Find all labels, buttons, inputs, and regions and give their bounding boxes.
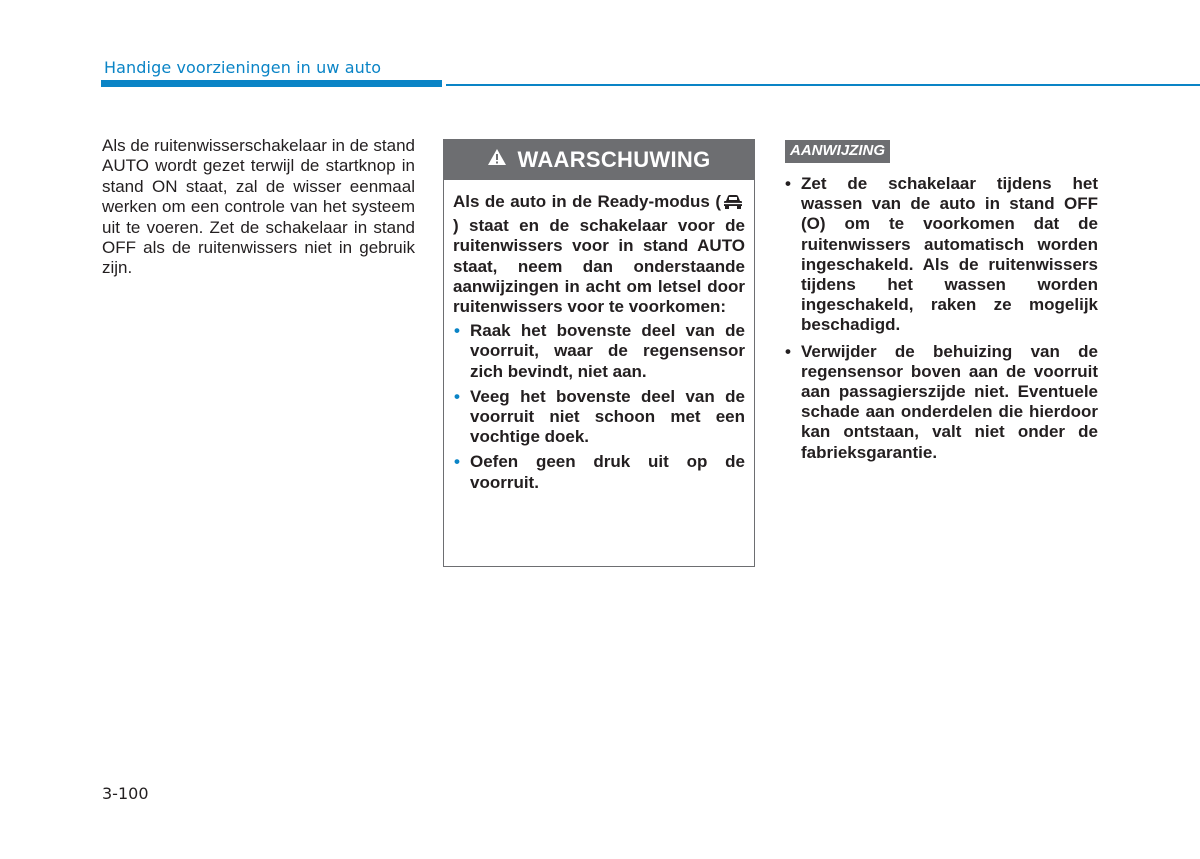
warning-box bbox=[443, 139, 755, 567]
header-rule bbox=[446, 84, 1200, 86]
header-accent-bar bbox=[101, 80, 442, 87]
bullet-icon: • bbox=[454, 386, 460, 406]
page-number: 3-100 bbox=[102, 784, 149, 803]
warning-intro bbox=[453, 192, 745, 317]
warning-body bbox=[444, 180, 754, 493]
list-item: • Veeg het bovenste deel van de voorruit niet schoon met een vochtige doek. bbox=[454, 386, 745, 447]
list-item: • Zet de schakelaar tijdens het wassen van de auto in stand OFF (O) om te voorkomen dat de ruitenwissers automatisch worden ingeschakeld. Als de ruitenwissers tijdens het wassen worden ingeschakeld, raken ze mogelijk beschadigd. bbox=[785, 174, 1098, 335]
warning-triangle-icon bbox=[487, 146, 507, 172]
list-item: • Verwijder de behuizing van de regensensor boven aan de voorruit aan passagierszijde niet. Eventuele schade aan onderdelen die hierdoor kan ontstaan, valt niet onder de fabrieksgarantie. bbox=[785, 341, 1098, 462]
warning-intro-part1: Als de auto in de Ready-modus ( bbox=[453, 192, 721, 211]
bullet-icon: • bbox=[785, 341, 791, 361]
warning-header bbox=[444, 140, 754, 180]
list-item: • Oefen geen druk uit op de voorruit. bbox=[454, 452, 745, 492]
warning-bullet-list bbox=[453, 321, 745, 493]
bullet-icon: • bbox=[785, 174, 791, 193]
section-title: Handige voorzieningen in uw auto bbox=[104, 58, 382, 77]
note-bullet-list bbox=[785, 174, 1098, 469]
warning-intro-part2: ) staat en de schakelaar voor de ruitenwissers voor in stand AUTO staat, neem dan onderstaande aanwijzingen in acht om letsel door ruitenwissers voor te voorkomen: bbox=[453, 216, 745, 317]
note-label: AANWIJZING bbox=[785, 140, 890, 163]
bullet-icon: • bbox=[454, 452, 460, 472]
list-item: • Raak het bovenste deel van de voorruit, waar de regensensor zich bevindt, niet aan. bbox=[454, 321, 745, 381]
bullet-icon: • bbox=[454, 321, 460, 341]
intro-paragraph: Als de ruitenwisserschakelaar in de stand AUTO wordt gezet terwijl de startknop in stand ON staat, zal de wisser eenmaal werken om een controle van het systeem uit te voeren. Zet de schakelaar in stand OFF als de ruitenwissers niet in gebruik zijn. bbox=[102, 136, 415, 278]
ready-mode-car-icon bbox=[722, 193, 744, 216]
warning-title: WAARSCHUWING bbox=[517, 147, 711, 172]
